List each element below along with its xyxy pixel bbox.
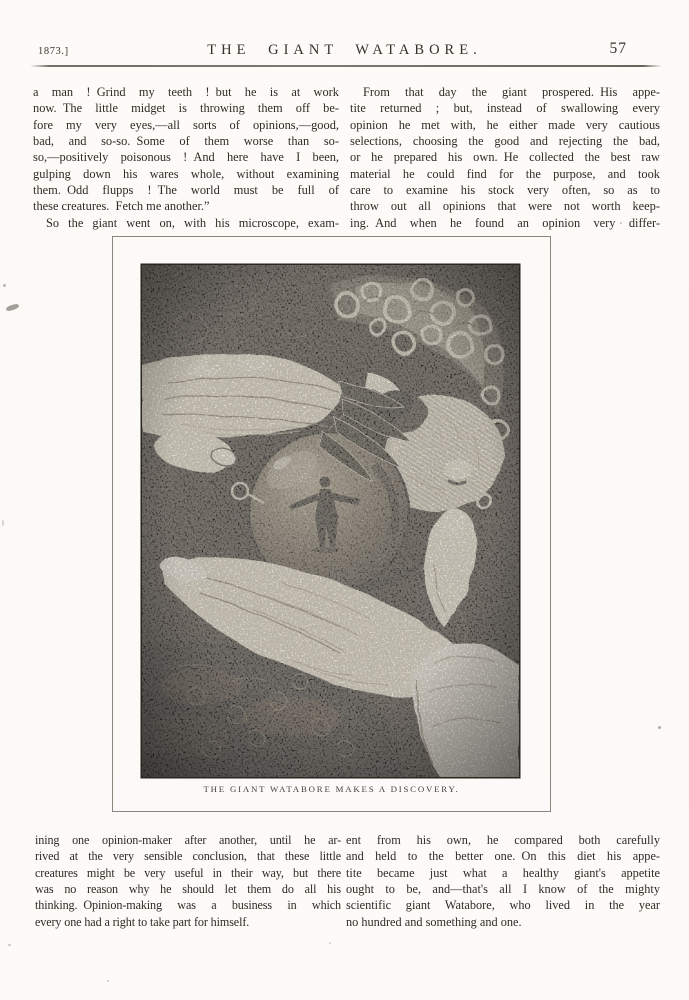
text-line: throw out all opinions that were not worth keep-: [350, 199, 660, 214]
page-number: 57: [609, 40, 627, 57]
text-line: so,—positively poisonous ! And here have I been,: [33, 150, 339, 165]
text-line: now. The little midget is throwing them off be-: [33, 101, 339, 116]
header-rule: [30, 65, 662, 67]
page-title: THE GIANT WATABORE.: [207, 42, 482, 58]
text-line: tite returned ; but, instead of swallowing every: [350, 101, 660, 116]
text-line: was no reason why he should let them do all his: [35, 882, 341, 897]
text-line: scientific giant Watabore, who lived in the year: [346, 898, 660, 913]
text-line: So the giant went on, with his microscope, exam-: [46, 215, 339, 230]
engraving-illustration: [142, 265, 519, 777]
text-line: a man ! Grind my teeth ! but he is at work: [33, 85, 339, 99]
column-bottom-left: [35, 832, 341, 930]
ink-speck: [6, 303, 20, 312]
text-line: and held to the better one. On this diet his appe-: [346, 849, 660, 864]
ink-speck: [3, 284, 6, 287]
ink-speck: [658, 726, 661, 729]
ink-speck: [107, 980, 109, 982]
text-line: ing. And when he found an opinion very differ-: [350, 215, 660, 230]
text-line: ining one opinion-maker after another, until he ar-: [35, 833, 341, 847]
ink-speck: [329, 942, 331, 944]
text-line: tite became just what a healthy giant's appetite: [346, 865, 660, 880]
text-line: fore my very eyes,—all sorts of opinions,—good,: [33, 117, 339, 132]
ink-speck: [2, 520, 4, 526]
text-line: material he could find for the purpose, and took: [350, 166, 660, 181]
text-line: rived at the very sensible conclusion, that these little: [35, 849, 341, 864]
text-line: From that day the giant prospered. His appe-: [363, 85, 660, 99]
column-top-left: [33, 84, 339, 231]
text-line: care to examine his stock very often, so as to: [350, 183, 660, 198]
ink-speck: [620, 222, 622, 224]
column-bottom-right: [346, 832, 660, 930]
text-line: ent from his own, he compared both carefully: [346, 833, 660, 847]
text-line: them. Odd flupps ! The world must be full of: [33, 183, 339, 198]
figure-frame: [112, 236, 551, 812]
ink-speck: [8, 944, 11, 946]
text-line: no hundred and something and one.: [346, 914, 522, 929]
text-line: every one had a right to take part for himself.: [35, 914, 250, 929]
engraving-container: [142, 265, 519, 777]
text-line: bad, and so-so. Some of them worse than so-: [33, 134, 339, 149]
text-line: creatures might be very useful in their way, but there: [35, 865, 341, 880]
text-line: thinking. Opinion-making was a business in which: [35, 898, 341, 913]
text-line: opinion he met with, he either made very cautious: [350, 117, 660, 132]
header-date: 1873.]: [38, 46, 69, 57]
text-line: these creatures. Fetch me another.”: [33, 199, 210, 214]
text-line: selections, choosing the good and rejecting the bad,: [350, 134, 660, 149]
column-top-right: [350, 84, 660, 231]
text-line: or he prepared his own. He collected the best raw: [350, 150, 660, 165]
text-line: ought to be, and—that's all I know of the mighty: [346, 882, 660, 897]
figure-caption: THE GIANT WATABORE MAKES A DISCOVERY.: [203, 784, 460, 794]
text-line: gulping down his wares whole, without examining: [33, 166, 339, 181]
